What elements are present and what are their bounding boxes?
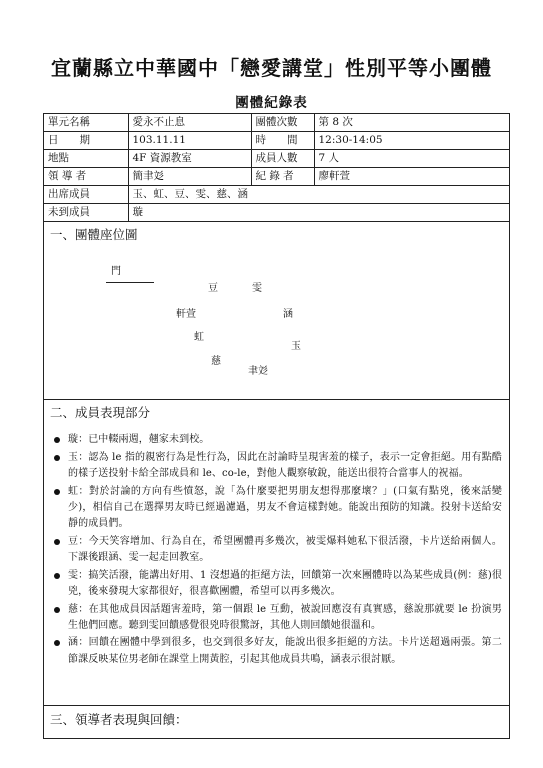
table-row <box>44 114 509 132</box>
bullet-icon <box>54 455 60 461</box>
unit-name-label: 單元名稱 <box>44 114 128 132</box>
list-item: 雯：搞笑活潑，能講出好用、1 沒想過的拒絕方法，回饋第一次來團體時以為某些成員(例：慈)很兇，後來發現大家都很好，很喜歡團體，希望可以再多幾次。 <box>54 568 502 600</box>
absentees-value: 璇 <box>128 204 509 222</box>
bullet-icon <box>54 489 60 495</box>
attendees-value: 玉、虹、豆、雯、慈、涵 <box>128 186 509 204</box>
bullet-icon <box>54 573 60 579</box>
member-count-label: 成員人數 <box>251 150 314 168</box>
seat-han: 涵 <box>283 309 293 320</box>
members-section-title: 二、成員表現部分 <box>50 405 151 420</box>
leader-label: 領 導 者 <box>44 168 128 186</box>
seating-section-title: 一、團體座位圖 <box>50 227 138 242</box>
leader-section-title: 三、領導者表現與回饋： <box>50 712 188 727</box>
recorder-value: 廖軒萱 <box>314 168 509 186</box>
seat-yu: 玉 <box>291 341 301 352</box>
form-title: 團體紀錄表 <box>235 95 308 111</box>
list-item: 虹：對於討論的方向有些憤怒，說「為什麼要把男朋友想得那麼壞？」(口氣有點兇，後來話變少)，相信自己在選擇男友時已經過濾過，男友不會這樣對她。能說出預防的知識。投射卡送給安靜的成員們。 <box>54 484 502 533</box>
seat-door: 門 <box>111 266 121 277</box>
date-value: 103.11.11 <box>128 132 251 150</box>
location-label: 地點 <box>44 150 128 168</box>
list-item: 玉：認為 le 指的親密行為是性行為，因此在討論時呈現害羞的樣子，表示一定會拒絕。用有點酷的樣子送投射卡給全部成員和 le、co-le，對他人觀察敏銳，能送出很符合當事人的祝福。 <box>54 450 502 482</box>
seat-wen: 雯 <box>252 283 262 294</box>
recorder-label: 紀 錄 者 <box>251 168 314 186</box>
divider <box>44 705 509 706</box>
leader-value: 簡聿彣 <box>128 168 251 186</box>
page-title: 宜蘭縣立中華國中「戀愛講堂」性別平等小團體 <box>51 56 492 80</box>
list-item: 慈：在其他成員因話題害羞時，第一個跟 le 互動，被說回應沒有真實感，慈說那就要 le 扮演男生他們回應。聽到雯回饋感覺很兇時很驚訝，其他人則回饋她很溫和。 <box>54 602 502 634</box>
table-row <box>44 186 509 204</box>
bullet-icon <box>54 640 60 646</box>
table-row <box>44 150 509 168</box>
seat-xuanxuan: 軒萱 <box>176 309 196 320</box>
list-item: 璇：已中輟兩週，翹家未到校。 <box>54 432 502 448</box>
info-table <box>44 114 509 222</box>
session-count-value: 第 8 次 <box>314 114 509 132</box>
attendees-label: 出席成員 <box>44 186 128 204</box>
location-value: 4F 資源教室 <box>128 150 251 168</box>
table-row <box>44 132 509 150</box>
seat-dou: 豆 <box>208 283 218 294</box>
record-form <box>43 113 510 739</box>
table-row <box>44 204 509 222</box>
seat-hong: 虹 <box>194 332 204 343</box>
date-label: 日 期 <box>44 132 128 150</box>
session-count-label: 團體次數 <box>251 114 314 132</box>
time-value: 12:30-14:05 <box>314 132 509 150</box>
bullet-icon <box>54 437 60 443</box>
list-item: 涵：回饋在團體中學到很多，也交到很多好友，能說出很多拒絕的方法。卡片送超過兩張。第二節課反映某位男老師在課堂上開黃腔，引起其他成員共鳴，涵表示很討厭。 <box>54 635 502 667</box>
member-count-value: 7 人 <box>314 150 509 168</box>
list-item: 豆：今天笑容增加、行為自在，希望團體再多幾次，被雯爆料她私下很活潑，卡片送給兩個人。下課後跟涵、雯一起走回教室。 <box>54 534 502 566</box>
table-row <box>44 168 509 186</box>
member-list <box>54 432 502 669</box>
bullet-icon <box>54 539 60 545</box>
absentees-label: 未到成員 <box>44 204 128 222</box>
unit-name-value: 愛永不止息 <box>128 114 251 132</box>
time-label: 時 間 <box>251 132 314 150</box>
seat-yuwen: 聿彣 <box>248 366 268 377</box>
divider <box>44 399 509 400</box>
seat-ci: 慈 <box>211 356 221 367</box>
bullet-icon <box>54 607 60 613</box>
door-line <box>106 282 154 283</box>
